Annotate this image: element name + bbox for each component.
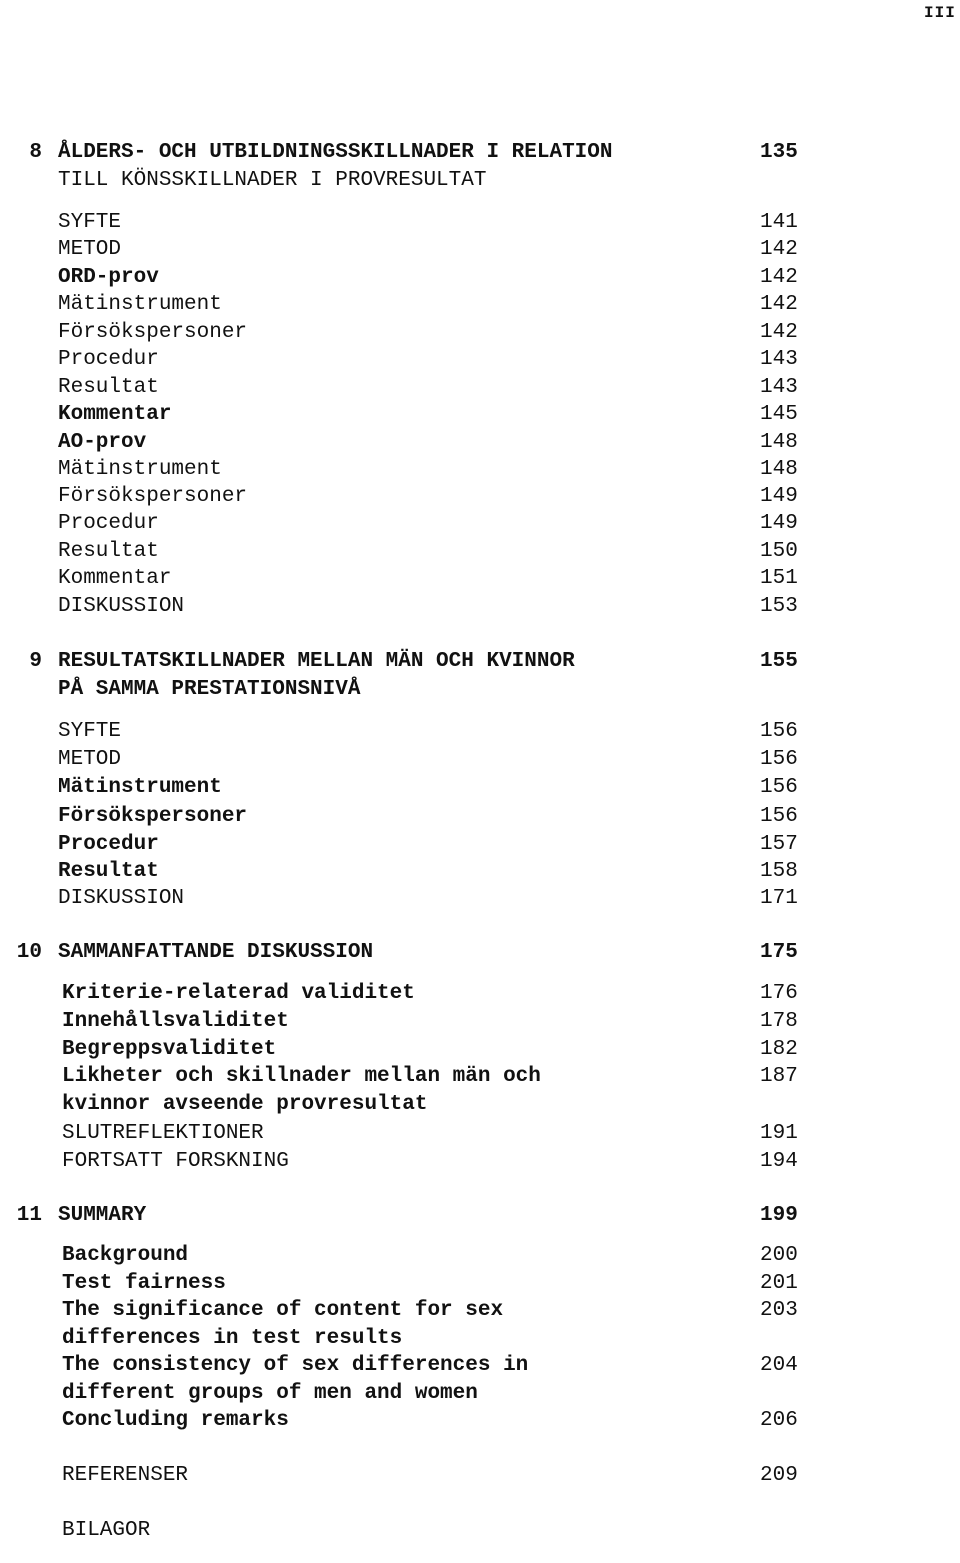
toc-entry[interactable] bbox=[0, 291, 960, 319]
chapter-number: 10 bbox=[16, 941, 42, 964]
entry-label: The consistency of sex differences in bbox=[62, 1354, 529, 1377]
entry-page: 142 bbox=[760, 293, 798, 316]
entry-page: 176 bbox=[760, 982, 798, 1005]
chapter-number: 11 bbox=[16, 1204, 42, 1227]
toc-entry[interactable] bbox=[0, 1270, 960, 1298]
chapter-title-line2: TILL KÖNSSKILLNADER I PROVRESULTAT bbox=[58, 169, 487, 192]
toc-entry[interactable] bbox=[0, 319, 960, 347]
entry-page: 148 bbox=[760, 431, 798, 454]
entry-page: 145 bbox=[760, 403, 798, 426]
entry-label: Resultat bbox=[58, 376, 159, 399]
toc-entry[interactable] bbox=[0, 1036, 960, 1064]
entry-page: 203 bbox=[760, 1299, 798, 1322]
entry-page: 182 bbox=[760, 1038, 798, 1061]
toc-entry[interactable] bbox=[0, 980, 960, 1008]
entry-page: 204 bbox=[760, 1354, 798, 1377]
entry-label: Kriterie-relaterad validitet bbox=[62, 982, 415, 1005]
toc-entry[interactable] bbox=[0, 746, 960, 774]
toc-entry[interactable] bbox=[0, 1242, 960, 1270]
toc-entry[interactable] bbox=[0, 264, 960, 292]
entry-label: Kommentar bbox=[58, 403, 172, 426]
entry-label: Innehållsvaliditet bbox=[62, 1010, 289, 1033]
toc-entry[interactable] bbox=[0, 1297, 960, 1350]
entry-label: METOD bbox=[58, 238, 122, 261]
entry-label: Mätinstrument bbox=[58, 458, 222, 481]
entry-page: 153 bbox=[760, 595, 798, 618]
entry-page: 141 bbox=[760, 211, 798, 234]
entry-label: METOD bbox=[58, 748, 122, 771]
chapter-title: SUMMARY bbox=[58, 1204, 147, 1227]
entry-page: 150 bbox=[760, 540, 798, 563]
entry-label: BILAGOR bbox=[62, 1519, 151, 1542]
chapter-page: 135 bbox=[760, 141, 798, 164]
toc-entry[interactable] bbox=[0, 885, 960, 913]
entry-label: ORD-prov bbox=[58, 266, 159, 289]
entry-label: FORTSATT FORSKNING bbox=[62, 1150, 289, 1173]
toc-entry[interactable] bbox=[0, 209, 960, 237]
toc-entry[interactable] bbox=[0, 374, 960, 402]
entry-page: 157 bbox=[760, 833, 798, 856]
toc-entry[interactable] bbox=[0, 236, 960, 264]
chapter-title: SAMMANFATTANDE DISKUSSION bbox=[58, 941, 374, 964]
entry-page: 194 bbox=[760, 1150, 798, 1173]
entry-page: 201 bbox=[760, 1272, 798, 1295]
entry-label: Kommentar bbox=[58, 567, 172, 590]
toc-entry[interactable] bbox=[0, 510, 960, 538]
entry-page: 156 bbox=[760, 720, 798, 743]
toc-entry[interactable] bbox=[0, 718, 960, 746]
entry-label: SYFTE bbox=[58, 211, 122, 234]
entry-label: Background bbox=[62, 1244, 189, 1267]
entry-page: 191 bbox=[760, 1122, 798, 1145]
toc-entry[interactable] bbox=[0, 401, 960, 429]
chapter-page: 155 bbox=[760, 650, 798, 673]
toc-entry[interactable] bbox=[0, 1148, 960, 1176]
toc-entry[interactable] bbox=[0, 593, 960, 621]
toc-entry[interactable] bbox=[0, 538, 960, 566]
toc-chapter-9[interactable] bbox=[0, 648, 960, 701]
chapter-number: 9 bbox=[29, 650, 42, 673]
toc-entry[interactable] bbox=[0, 565, 960, 593]
entry-label: Procedur bbox=[58, 348, 159, 371]
chapter-page: 199 bbox=[760, 1204, 798, 1227]
entry-page: 143 bbox=[760, 376, 798, 399]
entry-label: Försökspersoner bbox=[58, 805, 248, 828]
entry-label: Resultat bbox=[58, 860, 159, 883]
entry-page: 148 bbox=[760, 458, 798, 481]
toc-chapter-8[interactable] bbox=[0, 139, 960, 192]
entry-page: 156 bbox=[760, 805, 798, 828]
entry-page: 142 bbox=[760, 238, 798, 261]
chapter-title: RESULTATSKILLNADER MELLAN MÄN OCH KVINNOR bbox=[58, 650, 575, 673]
toc-chapter-11[interactable] bbox=[0, 1202, 960, 1230]
entry-page: 178 bbox=[760, 1010, 798, 1033]
entry-label: Procedur bbox=[58, 512, 159, 535]
toc-references[interactable] bbox=[0, 1462, 960, 1490]
entry-page: 142 bbox=[760, 321, 798, 344]
toc-entry[interactable] bbox=[0, 1063, 960, 1116]
page-number: III bbox=[924, 4, 956, 22]
entry-label: DISKUSSION bbox=[58, 595, 185, 618]
entry-page: 156 bbox=[760, 748, 798, 771]
toc-chapter-10[interactable] bbox=[0, 939, 960, 967]
entry-page: 143 bbox=[760, 348, 798, 371]
entry-label: Försökspersoner bbox=[58, 321, 248, 344]
chapter-title-line2: PÅ SAMMA PRESTATIONSNIVÅ bbox=[58, 678, 361, 701]
entry-page: 151 bbox=[760, 567, 798, 590]
entry-page: 158 bbox=[760, 860, 798, 883]
entry-label: Mätinstrument bbox=[58, 776, 222, 799]
toc-entry[interactable] bbox=[0, 858, 960, 886]
entry-page: 149 bbox=[760, 485, 798, 508]
entry-page: 142 bbox=[760, 266, 798, 289]
chapter-number: 8 bbox=[29, 141, 42, 164]
entry-label: Likheter och skillnader mellan män och bbox=[62, 1065, 541, 1088]
entry-page: 187 bbox=[760, 1065, 798, 1088]
entry-label: The significance of content for sex bbox=[62, 1299, 504, 1322]
entry-page: 200 bbox=[760, 1244, 798, 1267]
entry-label: Test fairness bbox=[62, 1272, 226, 1295]
entry-label: DISKUSSION bbox=[58, 887, 185, 910]
entry-label-line2: differences in test results bbox=[62, 1327, 403, 1350]
toc-entry[interactable] bbox=[0, 803, 960, 831]
entry-label: AO-prov bbox=[58, 431, 147, 454]
entry-label: Concluding remarks bbox=[62, 1409, 289, 1432]
entry-label: Försökspersoner bbox=[58, 485, 248, 508]
entry-label: Resultat bbox=[58, 540, 159, 563]
chapter-page: 175 bbox=[760, 941, 798, 964]
entry-page: 209 bbox=[760, 1464, 798, 1487]
toc-entry[interactable] bbox=[0, 346, 960, 374]
toc-entry[interactable] bbox=[0, 1352, 960, 1405]
toc-entry[interactable] bbox=[0, 429, 960, 457]
entry-label: Mätinstrument bbox=[58, 293, 222, 316]
entry-label: Begreppsvaliditet bbox=[62, 1038, 277, 1061]
entry-label-line2: kvinnor avseende provresultat bbox=[62, 1093, 428, 1116]
entry-label-line2: different groups of men and women bbox=[62, 1382, 478, 1405]
entry-page: 171 bbox=[760, 887, 798, 910]
toc-entry[interactable] bbox=[0, 774, 960, 802]
entry-page: 156 bbox=[760, 776, 798, 799]
toc-entry[interactable] bbox=[0, 1120, 960, 1148]
toc-entry[interactable] bbox=[0, 456, 960, 484]
toc-entry[interactable] bbox=[0, 483, 960, 511]
entry-label: SLUTREFLEKTIONER bbox=[62, 1122, 264, 1145]
entry-label: SYFTE bbox=[58, 720, 122, 743]
entry-page: 206 bbox=[760, 1409, 798, 1432]
entry-label: Procedur bbox=[58, 833, 159, 856]
toc-entry[interactable] bbox=[0, 1407, 960, 1435]
chapter-title: ÅLDERS- OCH UTBILDNINGSSKILLNADER I RELATION bbox=[58, 141, 613, 164]
entry-label: REFERENSER bbox=[62, 1464, 189, 1487]
toc-entry[interactable] bbox=[0, 1008, 960, 1036]
toc-appendices[interactable] bbox=[0, 1517, 960, 1545]
entry-page: 149 bbox=[760, 512, 798, 535]
toc-entry[interactable] bbox=[0, 831, 960, 859]
